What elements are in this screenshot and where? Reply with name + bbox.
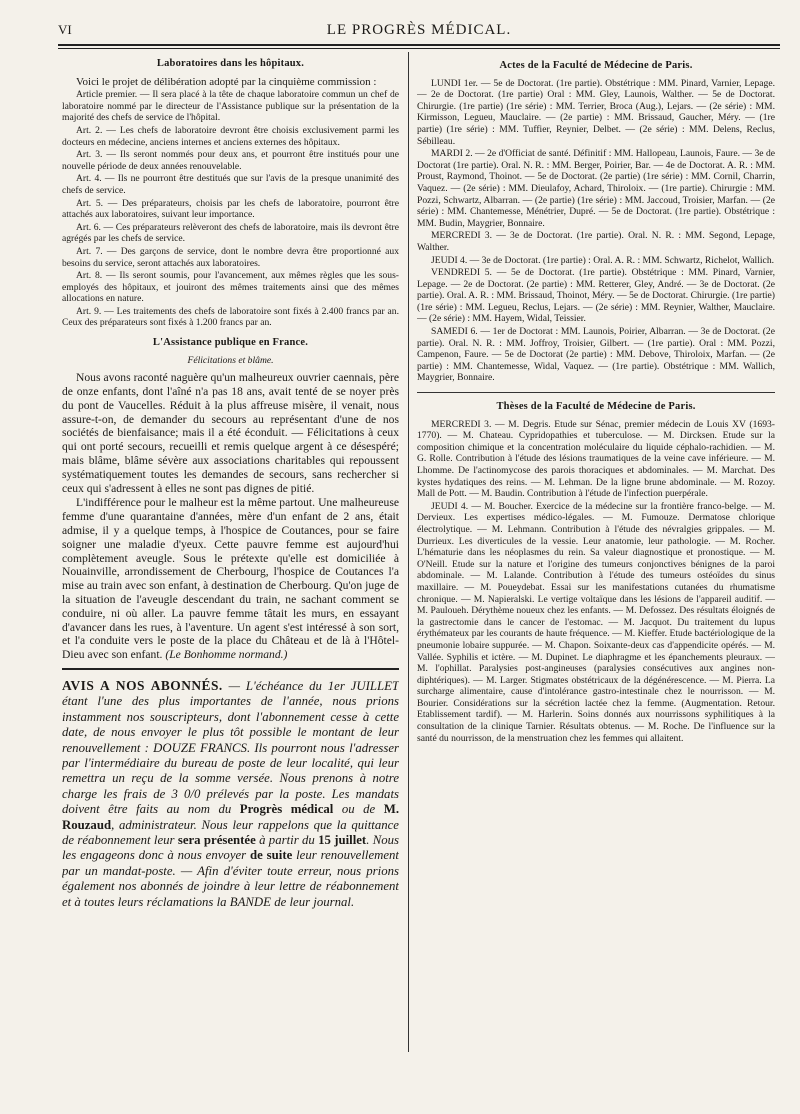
labo-article: Art. 2. — Les chefs de laboratoire devront être choisis exclusivement parmi les docteurs en médecine, anciens internes et anciens externes des hôpitaux. [62, 124, 399, 148]
labo-article: Art. 4. — Ils ne pourront être destitués que sur l'avis de la presque unanimité des chefs de service. [62, 173, 399, 196]
avis-suite: de suite [250, 848, 293, 863]
labo-article: Art. 9. — Les traitements des chefs de laboratoire sont fixés à 2.400 francs par an. Ceux des préparateurs sont fixés à 1.200 francs par an. [62, 305, 399, 329]
avis-text: leur renouvellement par un mandat-poste. — Afin d'éviter toute erreur, nous prions également nos abonnés de joindre à leur lettre de réabonnement et à toutes leurs réclamations la BANDE de leur journal. [62, 848, 399, 909]
left-column [62, 56, 399, 1096]
right-column [417, 56, 775, 1056]
labo-article: Art. 7. — Des garçons de service, dont le nombre devra être proportionné aux besoins du service, seront attachés aux laboratoires. [62, 245, 399, 269]
assistance-source: (Le Bonhomme normand.) [165, 648, 288, 662]
theses-day: JEUDI 4. — M. Boucher. Exercice de la médecine sur la frontière franco-belge. — M. Dervieux. Les expertises médico-légales. — M. Fumouze. Dermatose chlorique électrolytique. — M. Lehmann. Contribution à l'étude des névralgies grippales. — M. Durrieux. Les diverticules de la vessie. Leur anatomie, leur pathologie. — M. Rocher. L'hématurie dans les néoplasmes du rein. Sa valeur diagnostique et pronostique. — M. O'Neill. Etude sur la nature et l'origine des tumeurs conjonctives bénignes de la paroi abdominale. — M. Lalande. Contribution à l'étude des tumeurs ostéoïdes du sinus maxillaire. — M. Poueydebat. Essai sur les manifestations cutanées du rhumatisme chronique. — M. Napieralski. Le vertige voltaïque dans les lésions de l'appareil auditif. — M. Pauloueh. Dérythème noueux chez les enfants. — M. Defossez. Des résultats éloignés de la gastrectomie dans le cancer de l'estomac. — M. Jacquot. Du traitement du lupus érythémateux par les courants de haute fréquence. — M. Kieffer. Etude bactériologique de la pneumonie lobaire suppurée. — M. Chapon. Soixante-deux cas d'appendicite opérés. — M. Vallée. Syphilis et ictère. — M. Dupinet. Le diaphragme et les épanchements pleuraux. — M. l'ophillat. Paralysies post-angineuses (paralysies consécutives aux angines non-diphtériques). — M. Larger. Stigmates obstétricaux de la dégénérescence. — M. Pierra. La surcharge alimentaire, cause d'intolérance gastro-intestinale chez le nourrisson. — M. Bourier. Considérations sur la sécrétion lactée chez la femme. (Augmentation. Retour. Etablissement tardif). — M. Harlerin. Soins donnés aux nourrissons syphilitiques à la consultation de la clinique Tarnier. Résultats obtenus. — M. Roche. De l'influence sur la santé du nourrisson, de la menstruation chez les femmes qui allaitent. [417, 500, 775, 744]
labo-article: Art. 6. — Ces préparateurs relèveront des chefs de laboratoire, mais ils devront être agrégés par les chefs de service. [62, 221, 399, 245]
avis-notice [62, 678, 399, 910]
avis-text: , administrateur. Nous leur rappelons que la quittance de réabonnement leur [62, 817, 399, 848]
avis-journal: Progrès médical [239, 802, 334, 817]
avis-date: 15 juillet [318, 833, 367, 848]
assistance-paragraph: Nous avons raconté naguère qu'un malheureux ouvrier caennais, père de onze enfants, dont l'aîné n'a pas 18 ans, avait tenté de se noyer près du pont de Vaucelles. Réduit à la plus affreuse misère, il venait, nous assure-t-on, de demander du secours au représentant d'une de nos sociétés de bienfaisance; mais il a été éconduit. — Félicitations à ceux qui ont porté secours, recueilli et remis quelque argent à ce désespéré; mais blâme, blâme sévère aux associations charitables qui repoussent systématiquement toutes les demandes de secours, sans rechercher si ceux qui s'adressent à elles ne sont pas dignes de pitié. [62, 371, 399, 495]
page-number: VI [58, 22, 72, 37]
actes-day: MARDI 2. — 2e d'Officiat de santé. Définitif : MM. Hallopeau, Launois, Faure. — 3e de Doctorat (1re partie). Oral. N. R. : MM. Berger, Poirier, Bar. — 4e de Doctorat. A. R. : MM. Proust, Raymond, Thoinot. — 5e de Doctorat. (2e partie) (1re série) : MM. Cornil, Charrin, Vaquez. — (2e série) : MM. Dieulafoy, Achard, Thiroloix. — (1re partie). Chirurgie : MM. Pozzi, Schwartz, Albarran. — (2e partie) (1re série) : MM. Jaccoud, Troisier, Marfan. — (2e série) : MM. Chantemesse, Ménétrier, Dupré. — 5e de Doctorat. (1re partie). Obstétrique : MM. Budin, Maygrier, Bonnaire. [417, 148, 775, 229]
labo-article: Art. 5. — Des préparateurs, choisis par les chefs de laboratoire, pourront être attachés aux laboratoires, suivant leur importance. [62, 197, 399, 221]
labo-intro: Voici le projet de délibération adopté par la cinquième commission : [76, 75, 377, 88]
labo-title: Laboratoires dans les hôpitaux. [156, 58, 305, 69]
labo-article: Art. 8. — Ils seront soumis, pour l'avancement, aux mêmes règles que les sous-employés des hôpitaux, et jouiront des mêmes traitements ainsi que des mêmes allocations en nature. [62, 270, 399, 305]
actes-title: Actes de la Faculté de Médecine de Paris. [499, 60, 693, 71]
labo-article: Art. 3. — Ils seront nommés pour deux ans, et pourront être institués pour une nouvelle période de deux années renouvelable. [62, 149, 399, 172]
avis-rule [62, 668, 399, 670]
assistance-paragraph [62, 496, 399, 662]
avis-label: AVIS A NOS ABONNÉS. [62, 677, 223, 693]
column-divider [408, 52, 409, 1052]
avis-text: . Nous les engageons donc à nous envoyer [62, 833, 399, 863]
theses-day: MERCREDI 3. — M. Degris. Etude sur Sénac, premier médecin de Louis XV (1693-1770). — M. Chateau. Cypridopathies et tuberculose. — M. Dircksen. Etude sur la composition chimique et la concentration moléculaire du liquide céphalo-rachidien. — M. G. Rolle. Contribution à l'étude des lésions traumatiques de la veine cave inférieure. — M. Lhomme. De l'actinomycose des parois thoraciques et abdominales. — M. Marchat. Des kystes hydatiques des reins. — M. Lehman. De la ligne brune abdominale. — M. Rozoy. Mall de Pott. — M. Baudin. Contribution à l'étude de l'infection puerpérale. [417, 418, 775, 500]
avis-text: ou de [333, 802, 384, 817]
assistance-paragraph-text: L'indifférence pour le malheur est la même partout. Une malheureuse femme d'une quarantaine d'années, mère d'un enfant de 2 ans, était admise, il y a quelque temps, à l'hospice de Coutances, pour se faire soigner une maladie d'yeux. Cette pauvre femme est aujourd'hui complètement aveugle. Sous le prétexte qu'elle est domiciliée à Nouainville, arrondissement de Cherbourg, l'hospice de Coutances l'a mise au train avec son enfant, à destination de Cherbourg. Qu'on juge de la situation de l'aveugle descendant du train, ne sachant comment se conduire, ni où aller. La pauvre femme tâtait les murs, en essayant d'avancer dans les rues, à l'aventure. Un agent s'est intéressé à son sort, et l'a conduite vers le poste de la place du Château et de là à l'Hôtel-Dieu avec son enfant. [62, 496, 399, 662]
actes-day: MERCREDI 3. — 3e de Doctorat. (1re partie). Oral. N. R. : MM. Segond, Lepage, Walther. [417, 230, 775, 253]
header-rule [58, 44, 780, 46]
running-title: LE PROGRÈS MÉDICAL. [326, 22, 512, 38]
actes-day: JEUDI 4. — 3e de Doctorat. (1re partie) : Oral. A. R. : MM. Schwartz, Richelot, Wallich. [431, 254, 775, 266]
header-rule-thin [58, 48, 780, 49]
avis-text: à partir du [255, 833, 319, 848]
avis-admin-name: M. Rouzaud [62, 802, 399, 832]
section-rule [417, 392, 775, 393]
labo-article: Article premier. — Il sera placé à la tête de chaque laboratoire commun un chef de laboratoire nommé par le directeur de l'Assistance publique sur la présentation de la majorité des chefs de service de l'hôpital. [62, 89, 399, 124]
assistance-subtitle: Félicitations et blâme. [187, 354, 274, 366]
actes-day: LUNDI 1er. — 5e de Doctorat. (1re partie). Obstétrique : MM. Pinard, Varnier, Lepage. — 2e de Doctorat. (1re partie) Oral : MM. Gley, Launois, Walther. — 5e de Doctorat. Chirurgie. (1re partie) (1re série) : MM. Terrier, Broca (Aug.), Lejars. — (2e série) : MM. Kirmisson, Legueu, Mauclaire. — (2e partie) : MM. Brissaud, Gaucher, Méry. — (1re partie) (1re série) : MM. Tuffier, Reynier, Delbet. — (2e série) : MM. Delens, Reclus, Sébilleau. [417, 77, 775, 147]
avis-text: — L'échéance du 1er JUILLET étant l'une des plus importantes de l'année, nous prions instamment nos souscripteurs, dont l'abonnement cesse à cette date, de nous envoyer le plus tôt possible le montant de leur renouvellement : DOUZE FRANCS. Ils pourront nous l'adresser par l'intermédiaire du bureau de poste de leur localité, qui leur remettra un reçu de la somme versée. Nous prenons à notre charge les frais de 3 0/0 prélevés par la poste. Les mandats doivent être faits au nom du [62, 678, 399, 817]
theses-title: Thèses de la Faculté de Médecine de Paris. [496, 401, 696, 413]
assistance-title: L'Assistance publique en France. [152, 337, 309, 349]
actes-day: VENDREDI 5. — 5e de Doctorat. (1re partie). Obstétrique : MM. Pinard, Varnier, Lepage. — 2e de Doctorat. (2e partie) : MM. Retterer, Gley, André. — 3e de Doctorat. (2e partie). Oral. A. R. : MM. Brissaud, Thoinot, Méry. — 5e de Doctorat. Chirurgie. (1re partie) (1re série) : MM. Legueu, Reclus, Lejars. — (2e série) : MM. Reynier, Walther, Mauclaire. — (2e série) : MM. Hayem, Widal, Teissier. [417, 267, 775, 325]
page-header [58, 22, 780, 44]
avis-presented: sera présentée [177, 833, 256, 848]
actes-day: SAMEDI 6. — 1er de Doctorat : MM. Launois, Poirier, Albarran. — 3e de Doctorat. (2e partie). Oral. N. R. : MM. Joffroy, Troisier, Gilbert. — (1re partie). Oral : MM. Pozzi, Campenon, Faure. — 5e de Doctorat (2e partie) : MM. Debove, Thiroloix, Marfan. — (2e partie) : MM. Chantemesse, Widal, Vaquez. — (1re partie). Obstétrique : MM. Wallich, Maygrier, Bonnaire. [417, 326, 775, 384]
